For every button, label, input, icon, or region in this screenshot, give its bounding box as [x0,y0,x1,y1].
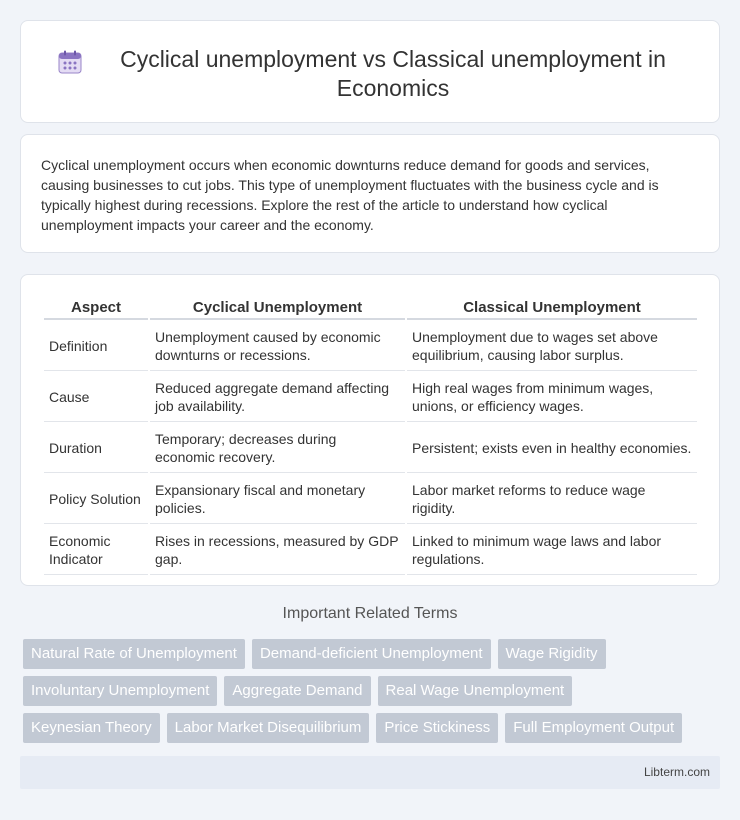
row-classical: Unemployment due to wages set above equilibrium, causing labor surplus. [407,322,697,371]
header-aspect: Aspect [44,296,148,320]
row-classical: Linked to minimum wage laws and labor regulations. [407,526,697,575]
table-row [44,526,697,575]
tag-keynesian-theory[interactable]: Keynesian Theory [23,713,160,743]
tag-price-stickiness[interactable]: Price Stickiness [376,713,498,743]
row-aspect: Cause [44,373,148,422]
table-header-row [44,296,697,320]
intro-card [20,134,720,253]
tag-demand-deficient-unemployment[interactable]: Demand-deficient Unemployment [252,639,491,669]
page-title: Cyclical unemployment vs Classical unemployment in Economics [120,46,666,101]
row-cyclical: Unemployment caused by economic downturns or recessions. [150,322,405,371]
tag-row [23,639,723,669]
title-card [20,20,720,123]
row-classical: Labor market reforms to reduce wage rigidity. [407,475,697,524]
row-cyclical: Rises in recessions, measured by GDP gap. [150,526,405,575]
row-aspect: Economic Indicator [44,526,148,575]
table-row [44,322,697,371]
comparison-table [42,294,699,577]
row-aspect: Duration [44,424,148,473]
related-terms [23,639,723,750]
row-cyclical: Temporary; decreases during economic recovery. [150,424,405,473]
header-classical: Classical Unemployment [407,296,697,320]
calendar-icon [57,49,83,75]
related-terms-heading: Important Related Terms [282,605,458,622]
row-cyclical: Reduced aggregate demand affecting job availability. [150,373,405,422]
footer [20,756,720,789]
tag-real-wage-unemployment[interactable]: Real Wage Unemployment [378,676,573,706]
tag-labor-market-disequilibrium[interactable]: Labor Market Disequilibrium [167,713,370,743]
comparison-card [20,274,720,586]
row-aspect: Policy Solution [44,475,148,524]
table-row [44,424,697,473]
table-row [44,475,697,524]
row-classical: High real wages from minimum wages, unions, or efficiency wages. [407,373,697,422]
row-classical: Persistent; exists even in healthy economies. [407,424,697,473]
tag-wage-rigidity[interactable]: Wage Rigidity [498,639,606,669]
tag-natural-rate-of-unemployment[interactable]: Natural Rate of Unemployment [23,639,245,669]
tag-row [23,676,723,706]
table-row [44,373,697,422]
row-cyclical: Expansionary fiscal and monetary policies. [150,475,405,524]
tag-full-employment-output[interactable]: Full Employment Output [505,713,682,743]
tag-aggregate-demand[interactable]: Aggregate Demand [224,676,370,706]
footer-site-link[interactable]: Libterm.com [643,765,710,779]
header-cyclical: Cyclical Unemployment [150,296,405,320]
tag-involuntary-unemployment[interactable]: Involuntary Unemployment [23,676,217,706]
tag-row [23,713,723,743]
row-aspect: Definition [44,322,148,371]
intro-paragraph: Cyclical unemployment occurs when economic downturns reduce demand for goods and services, causing businesses to cut jobs. This type of unemployment fluctuates with the business cycle and is typically highest during recessions. Explore the rest of the article to understand how cyclical unemployment impacts your career and the economy. [41,157,659,233]
